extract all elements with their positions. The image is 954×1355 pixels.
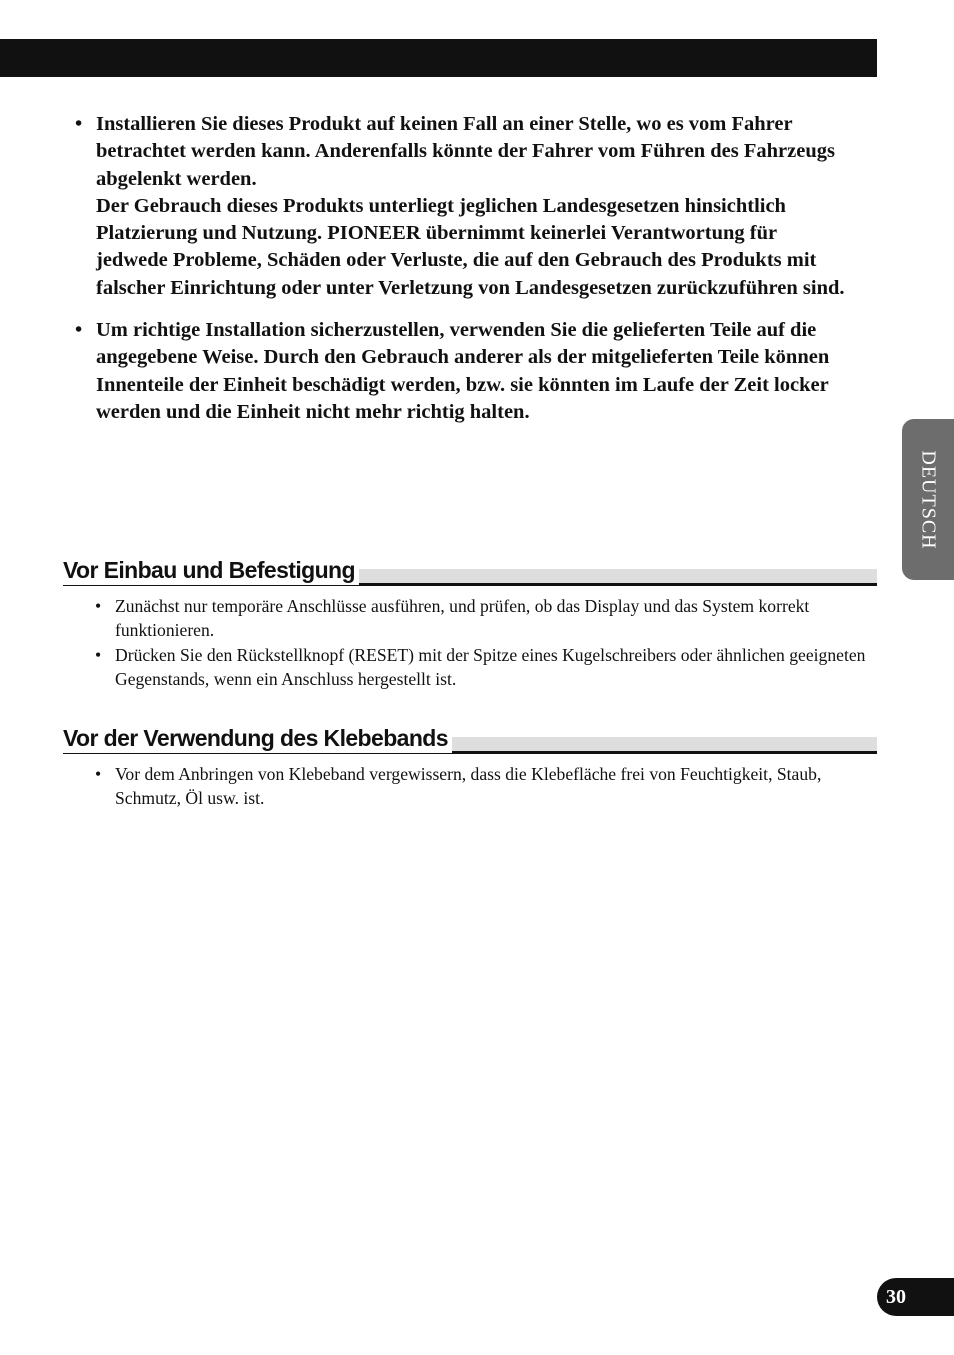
list-item <box>63 643 877 692</box>
header-bar <box>0 39 877 77</box>
bullet: • <box>75 113 83 135</box>
list-item <box>63 594 877 643</box>
warning-text: Installieren Sie dieses Produkt auf keinen Fall an einer Stelle, wo es vom Fahrer betrachtet werden kann. Anderenfalls könnte der Fahrer vom Führen des Fahrzeugs abgelenkt werden. <box>96 113 835 190</box>
section-heading <box>63 551 877 586</box>
section-title: Vor der Verwendung des Klebebands <box>63 723 452 753</box>
page-number: 30 <box>877 1278 954 1316</box>
warning-list <box>75 111 845 441</box>
warning-item <box>75 111 845 302</box>
list-item <box>63 762 877 811</box>
section-title: Vor Einbau und Befestigung <box>63 555 359 585</box>
bullet: • <box>75 319 83 342</box>
list-item-text: Vor dem Anbringen von Klebeband vergewissern, dass die Klebefläche frei von Feuchtigkeit, Staub, Schmutz, Öl usw. ist. <box>115 764 822 809</box>
warning-text: Um richtige Installation sicherzustellen, verwenden Sie die gelieferten Teile auf die angegebene Weise. Durch den Gebrauch anderer als der mitgelieferten Teile können Innenteile der Einheit beschädigt werden, bzw. sie könnten im Laufe der Zeit locker werden und die Einheit nicht mehr richtig halten. <box>96 319 830 423</box>
section-installation <box>63 551 877 691</box>
section-tape <box>63 719 877 811</box>
section-list <box>63 762 877 811</box>
warning-text: Der Gebrauch dieses Produkts unterliegt jeglichen Landesgesetzen hinsichtlich Platzierung und Nutzung. PIONEER übernimmt keinerlei Verantwortung für jedwede Probleme, Schäden oder Verluste, die auf den Gebrauch des Produkts mit falscher Einrichtung oder unter Verletzung von Landesgesetzen zurückzuführen sind. <box>96 194 845 299</box>
language-tab <box>902 419 954 580</box>
warning-item <box>75 317 845 426</box>
language-tab-label: DEUTSCH <box>917 449 940 550</box>
section-heading <box>63 719 877 754</box>
section-list <box>63 594 877 691</box>
list-item-text: Zunächst nur temporäre Anschlüsse ausführen, und prüfen, ob das Display und das System korrekt funktionieren. <box>115 596 810 641</box>
bullet: • <box>95 764 102 784</box>
list-item-text: Drücken Sie den Rückstellknopf (RESET) mit der Spitze eines Kugelschreibers oder ähnlichen geeigneten Gegenstands, wenn ein Anschluss hergestellt ist. <box>115 644 866 689</box>
bullet: • <box>95 644 102 665</box>
bullet: • <box>95 596 102 616</box>
